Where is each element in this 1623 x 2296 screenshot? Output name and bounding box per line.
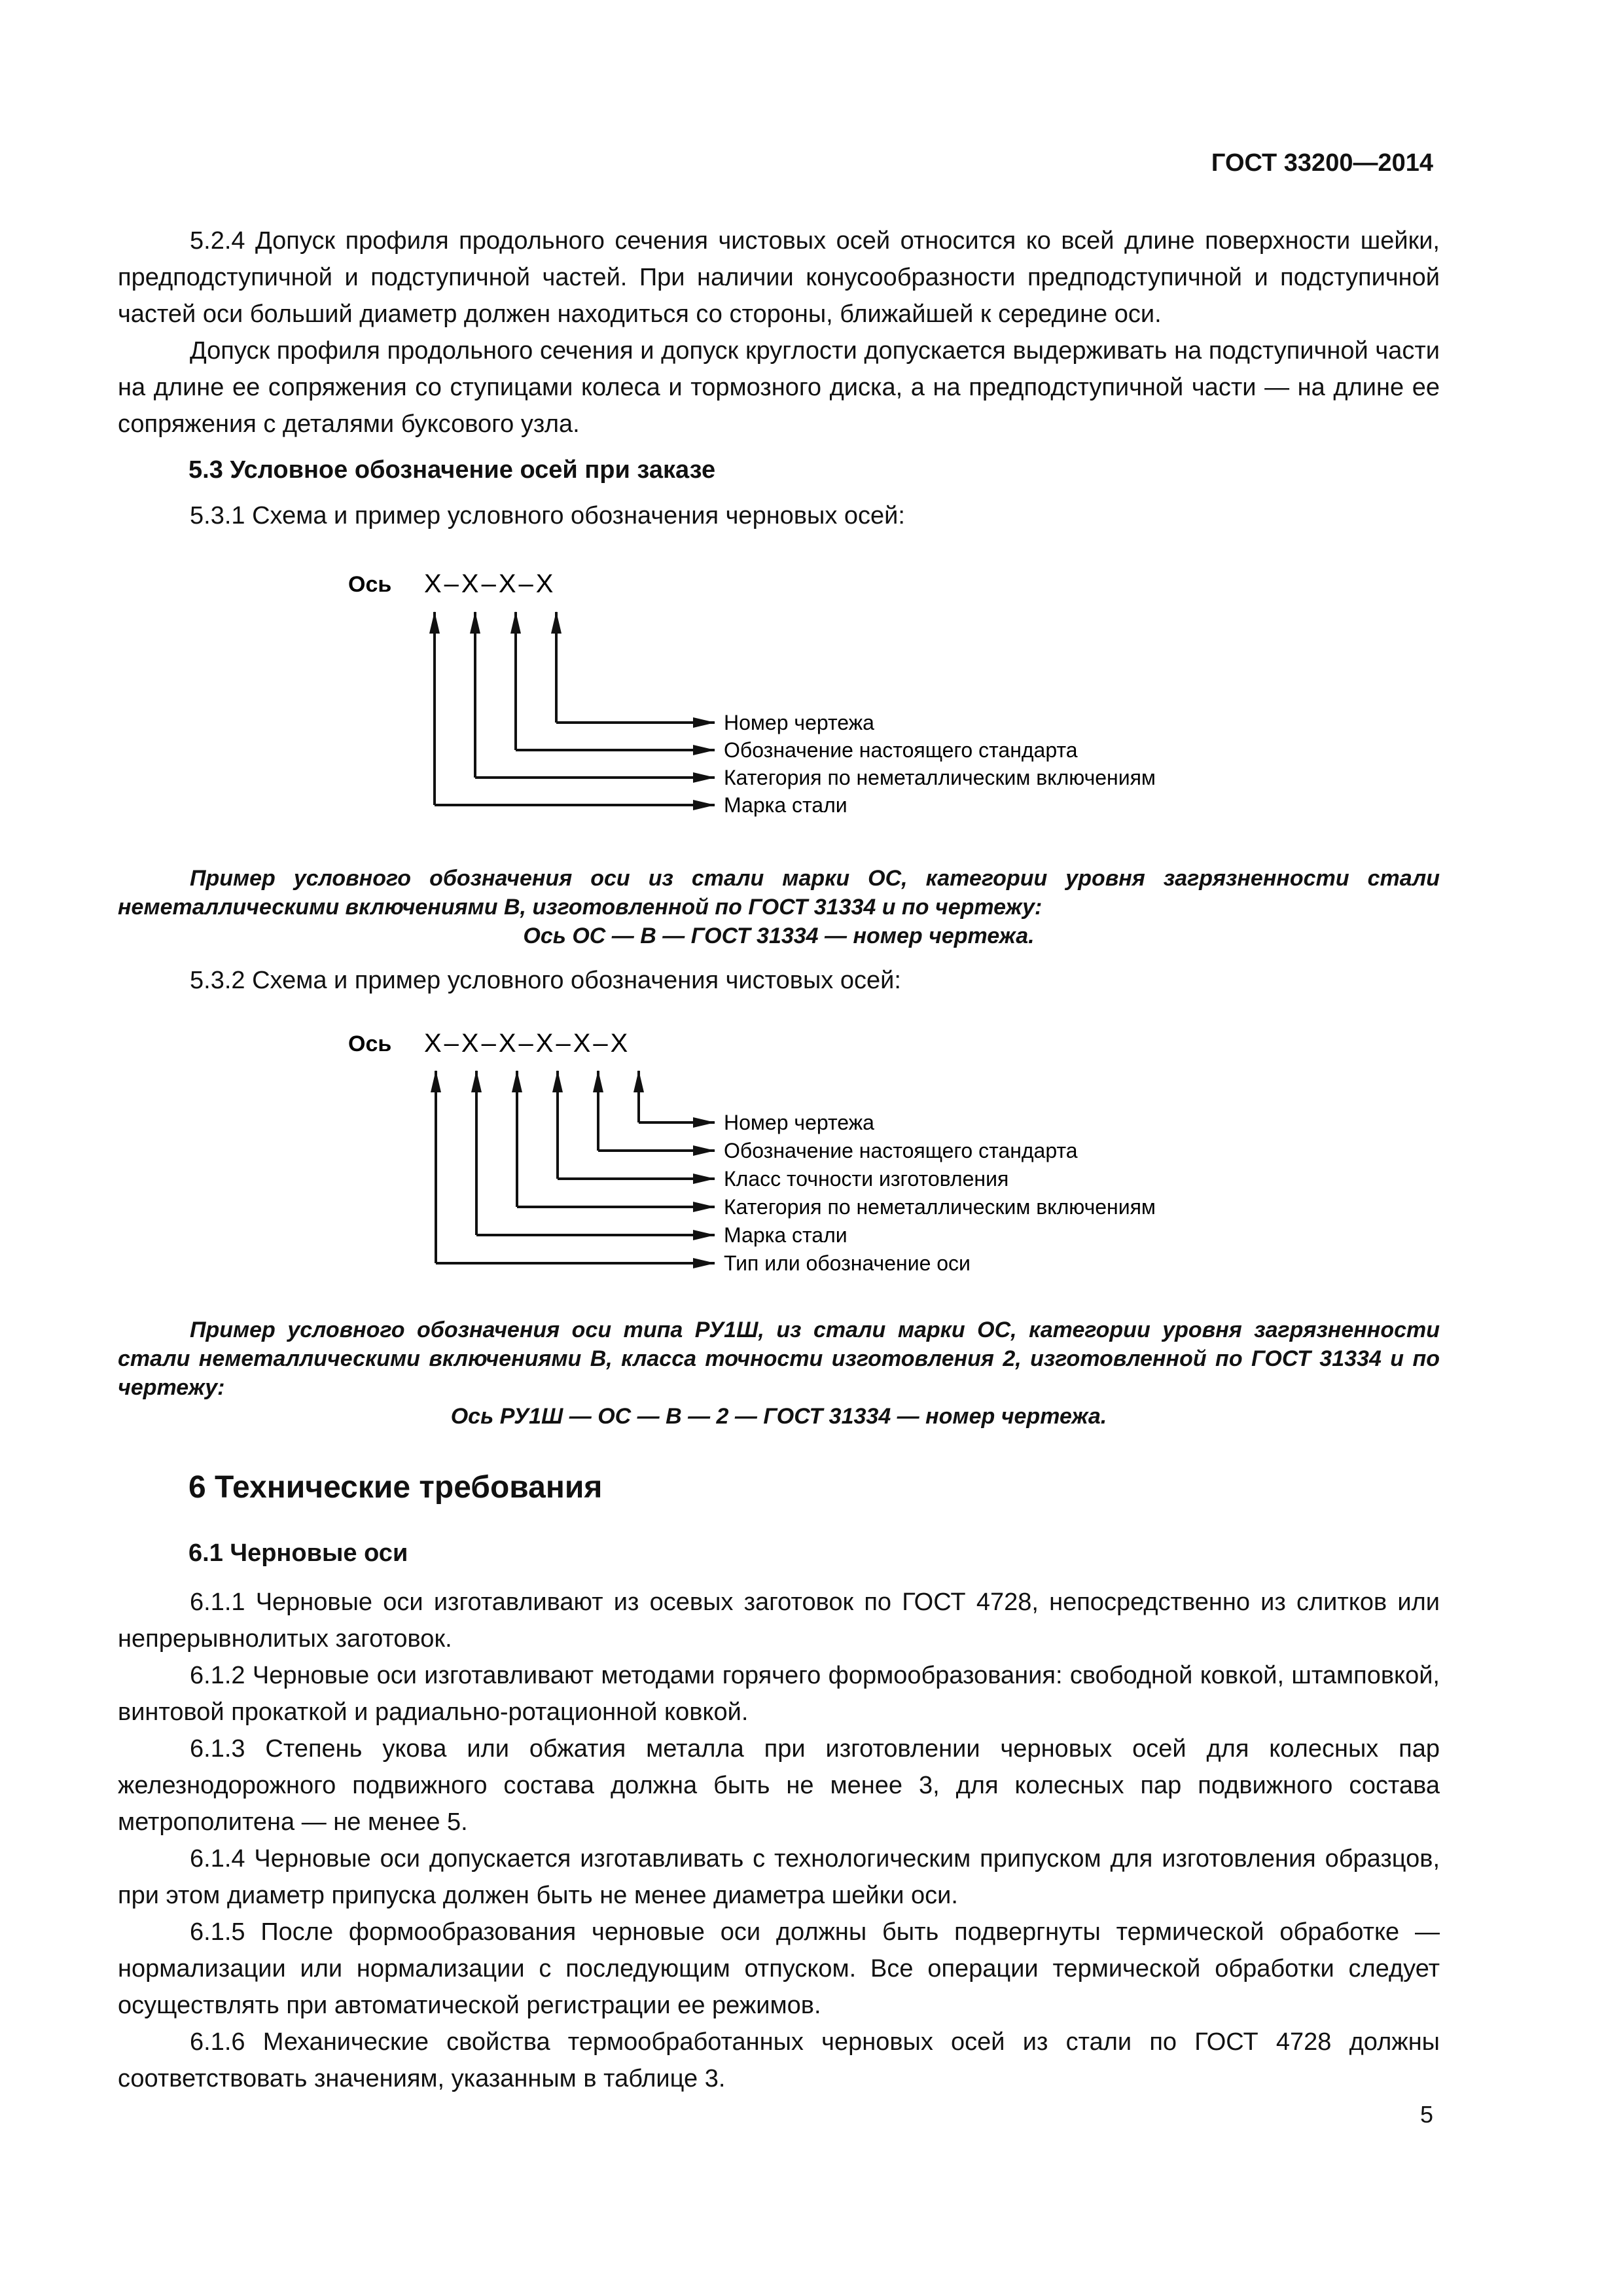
scheme1-intro-block bbox=[118, 497, 1440, 534]
paragraph: 5.3.1 Схема и пример условного обозначения черновых осей: bbox=[190, 502, 905, 529]
section-heading: 5.3 Условное обозначение осей при заказе bbox=[188, 456, 716, 484]
example-1 bbox=[118, 864, 1440, 950]
paragraph: 6.1.2 Черновые оси изготавливают методами горячего формообразования: свободной ковкой, штамповкой, винтовой прокаткой и радиально-ротационной ковкой. bbox=[118, 1662, 1440, 1726]
example-2 bbox=[118, 1316, 1440, 1431]
scheme1-label: Обозначение настоящего стандарта bbox=[724, 738, 1078, 762]
section-5-2-4 bbox=[118, 223, 1440, 442]
example-text: Пример условного обозначения оси из стали марки ОС, категории уровня загрязненности стали неметаллическими включениями В, изготовленной по ГОСТ 31334 и по чертежу: bbox=[118, 866, 1440, 920]
scheme2-label: Марка стали bbox=[724, 1223, 847, 1247]
example-code: Ось ОС — В — ГОСТ 31334 — номер чертежа. bbox=[523, 924, 1035, 948]
scheme1-label: Марка стали bbox=[724, 793, 847, 817]
scheme2-label: Номер чертежа bbox=[724, 1111, 874, 1134]
example-text: Пример условного обозначения оси типа РУ1Ш, из стали марки ОС, категории уровня загрязненности стали неметаллическими включениями В, класса точности изготовления 2, изготовленной по ГОСТ 31334 и по чертежу: bbox=[118, 1318, 1440, 1400]
paragraph: 6.1.3 Степень укова или обжатия металла при изготовлении черновых осей для колесных пар железнодорожного подвижного состава должна быть не менее 3, для колесных пар подвижного состава метрополитена — не менее 5. bbox=[118, 1735, 1440, 1836]
scheme2-label: Класс точности изготовления bbox=[724, 1167, 1009, 1191]
scheme1-label: Категория по неметаллическим включениям bbox=[724, 766, 1156, 789]
paragraph: 5.3.2 Схема и пример условного обозначения чистовых осей: bbox=[190, 967, 901, 994]
scheme2-label: Категория по неметаллическим включениям bbox=[724, 1195, 1156, 1219]
section-5-3 bbox=[118, 452, 1440, 488]
doc-header-code: ГОСТ 33200—2014 bbox=[1211, 149, 1433, 177]
scheme1-prefix: Ось bbox=[348, 572, 392, 597]
section-6 bbox=[118, 1469, 1440, 1505]
paragraph: 6.1.5 После формообразования черновые оси должны быть подвергнуты термической обработке — нормализации или нормализации с последующим отпуском. Все операции термической обработки следует осуществлять при автоматической регистрации ее режимов. bbox=[118, 1918, 1440, 2019]
subsection-heading: 6.1 Черновые оси bbox=[188, 1539, 408, 1567]
scheme2-label: Тип или обозначение оси bbox=[724, 1251, 971, 1275]
page-number: 5 bbox=[1419, 2101, 1433, 2128]
section-6-1-body bbox=[118, 1584, 1440, 2097]
scheme1-label: Номер чертежа bbox=[724, 711, 874, 734]
section-heading: 6 Технические требования bbox=[188, 1470, 603, 1505]
example-code: Ось РУ1Ш — ОС — В — 2 — ГОСТ 31334 — номер чертежа. bbox=[450, 1404, 1107, 1429]
paragraph: 6.1.6 Механические свойства термообработанных черновых осей из стали по ГОСТ 4728 должны соответствовать значениям, указанным в таблице 3. bbox=[118, 2028, 1440, 2092]
paragraph: 6.1.1 Черновые оси изготавливают из осевых заготовок по ГОСТ 4728, непосредственно из слитков или непрерывнолитых заготовок. bbox=[118, 1588, 1440, 1653]
scheme2-intro-block bbox=[118, 962, 1440, 999]
paragraph: Допуск профиля продольного сечения и допуск круглости допускается выдерживать на подступичной части на длине ее сопряжения со ступицами колеса и тормозного диска, а на предподступичной части — на длине ее сопряжения с деталями буксового узла. bbox=[118, 337, 1440, 438]
scheme1-code: X–X–X–X bbox=[424, 569, 556, 598]
scheme2-code: X–X–X–X–X–X bbox=[424, 1029, 631, 1058]
scheme2-label: Обозначение настоящего стандарта bbox=[724, 1139, 1078, 1162]
section-6-1 bbox=[118, 1535, 1440, 1571]
paragraph: 5.2.4 Допуск профиля продольного сечения чистовых осей относится ко всей длине поверхности шейки, предподступичной и подступичной частей. При наличии конусообразности предподступичной и подступичной частей оси больший диаметр должен находиться со стороны, ближайшей к середине оси. bbox=[118, 227, 1440, 328]
paragraph: 6.1.4 Черновые оси допускается изготавливать с технологическим припуском для изготовления образцов, при этом диаметр припуска должен быть не менее диаметра шейки оси. bbox=[118, 1845, 1440, 1909]
scheme2-prefix: Ось bbox=[348, 1031, 392, 1056]
